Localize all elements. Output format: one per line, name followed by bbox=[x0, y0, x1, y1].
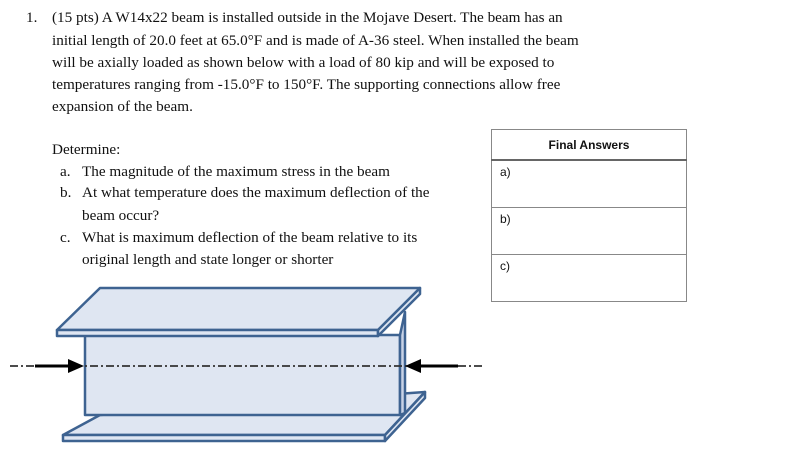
problem-line: temperatures ranging from -15.0°F to 150°F. The supporting connections allow free bbox=[52, 76, 561, 93]
beam-web bbox=[85, 335, 400, 415]
problem-line: (15 pts) A W14x22 beam is installed outside in the Mojave Desert. The beam has an bbox=[52, 9, 563, 26]
item-text: The magnitude of the maximum stress in the beam bbox=[82, 163, 390, 180]
right-load-arrow bbox=[405, 359, 458, 373]
i-beam-diagram bbox=[0, 280, 490, 460]
beam-web-side bbox=[400, 312, 405, 415]
problem-line: will be axially loaded as shown below with a load of 80 kip and will be exposed to bbox=[52, 54, 555, 71]
item-text: At what temperature does the maximum deflection of the bbox=[82, 184, 430, 201]
top-flange bbox=[57, 288, 420, 330]
top-flange-front bbox=[57, 330, 378, 336]
item-letter: c. bbox=[60, 229, 71, 246]
bottom-flange-front bbox=[63, 435, 385, 441]
item-text: beam occur? bbox=[82, 207, 160, 224]
problem-number: 1. bbox=[26, 9, 38, 26]
item-text: What is maximum deflection of the beam relative to its bbox=[82, 229, 418, 246]
item-letter: a. bbox=[60, 163, 71, 180]
item-text: original length and state longer or shorter bbox=[82, 251, 334, 268]
left-load-arrow bbox=[35, 359, 84, 373]
answer-cell-b[interactable]: b) bbox=[492, 207, 687, 254]
answer-cell-a[interactable]: a) bbox=[492, 160, 687, 207]
final-answers-table bbox=[491, 129, 687, 302]
problem-line: initial length of 20.0 feet at 65.0°F and is made of A-36 steel. When installed the beam bbox=[52, 32, 579, 49]
item-letter: b. bbox=[60, 184, 72, 201]
problem-line: expansion of the beam. bbox=[52, 98, 193, 115]
answer-cell-c[interactable]: c) bbox=[492, 254, 687, 301]
answers-header: Final Answers bbox=[492, 130, 687, 161]
determine-heading: Determine: bbox=[52, 141, 121, 158]
